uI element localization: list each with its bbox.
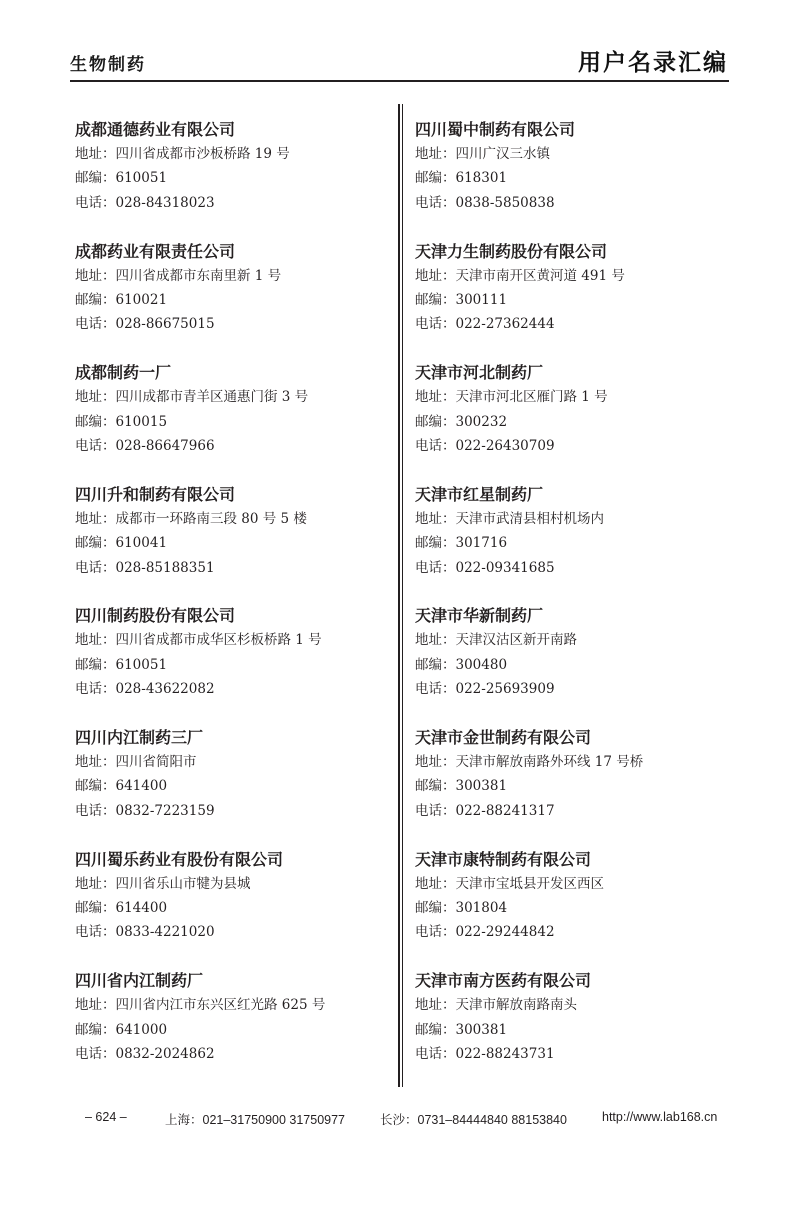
company-entry: [75, 483, 395, 605]
company-name: 成都制药一厂: [75, 363, 172, 383]
company-entry: [415, 483, 735, 605]
company-address: 地址：四川省内江市东兴区红光路 625 号: [75, 997, 326, 1014]
header-rule: [70, 80, 729, 82]
company-entry: [415, 726, 735, 848]
company-phone: 电话：0832-7223159: [75, 802, 215, 819]
company-address: 地址：天津汉沽区新开南路: [415, 632, 577, 649]
company-entry: [75, 969, 395, 1091]
company-phone: 电话：022-88243731: [415, 1045, 555, 1062]
company-address: 地址：天津市解放南路外环线 17 号桥: [415, 753, 644, 770]
company-name: 天津市红星制药厂: [415, 484, 544, 504]
company-postcode: 邮编：618301: [415, 170, 508, 187]
company-address: 地址：四川省乐山市犍为县城: [75, 875, 251, 892]
company-name: 成都药业有限责任公司: [75, 241, 236, 261]
company-postcode: 邮编：300381: [415, 778, 508, 795]
company-entry: [415, 848, 735, 970]
company-address: 地址：四川广汉三水镇: [415, 146, 550, 162]
company-address: 地址：天津市河北区雁门路 1 号: [415, 389, 608, 406]
company-address: 地址：四川成都市青羊区通惠门街 3 号: [75, 389, 309, 406]
company-entry: [415, 118, 735, 240]
company-address: 地址：天津市南开区黄河道 491 号: [415, 267, 625, 284]
company-address: 地址：天津市解放南路南头: [415, 997, 577, 1014]
company-postcode: 邮编：301716: [415, 535, 508, 552]
company-name: 天津市华新制药厂: [415, 606, 544, 626]
company-name: 四川蜀中制药有限公司: [415, 120, 576, 139]
company-name: 天津市南方医药有限公司: [415, 971, 592, 991]
company-phone: 电话：022-27362444: [415, 316, 555, 333]
company-entry: [75, 240, 395, 362]
company-phone: 电话：022-29244842: [415, 924, 555, 941]
company-postcode: 邮编：610051: [75, 170, 168, 187]
company-address: 地址：四川省成都市沙板桥路 19 号: [75, 146, 290, 162]
company-phone: 电话：0833-4221020: [75, 924, 215, 941]
company-phone: 电话：028-84318023: [75, 194, 215, 211]
company-postcode: 邮编：300111: [415, 291, 508, 308]
company-phone: 电话：028-43622082: [75, 681, 215, 698]
company-entry: [415, 604, 735, 726]
company-phone: 电话：022-88241317: [415, 802, 555, 819]
company-phone: 电话：028-85188351: [75, 559, 215, 576]
company-postcode: 邮编：610015: [75, 413, 168, 430]
company-postcode: 邮编：300480: [415, 656, 508, 673]
company-entry: [75, 726, 395, 848]
company-phone: 电话：022-26430709: [415, 437, 555, 454]
section-title: 生物制药: [70, 55, 146, 75]
divider-rule: [398, 104, 400, 1087]
changsha-contact: 长沙：0731–84444840 88153840: [380, 1113, 567, 1127]
company-name: 四川升和制药有限公司: [75, 484, 236, 504]
company-entry: [75, 604, 395, 726]
company-postcode: 邮编：300232: [415, 413, 508, 430]
company-phone: 电话：022-25693909: [415, 681, 555, 698]
company-entry: [75, 361, 395, 483]
company-postcode: 邮编：614400: [75, 899, 168, 916]
left-column: [75, 118, 395, 1091]
company-phone: 电话：028-86647966: [75, 437, 215, 454]
company-name: 天津力生制药股份有限公司: [415, 241, 608, 261]
company-postcode: 邮编：610021: [75, 291, 168, 308]
company-name: 成都通德药业有限公司: [75, 120, 236, 139]
company-postcode: 邮编：641400: [75, 778, 168, 795]
divider-rule: [402, 104, 404, 1087]
company-phone: 电话：022-09341685: [415, 559, 555, 576]
page-number: – 624 –: [85, 1110, 127, 1124]
company-address: 地址：四川省简阳市: [75, 753, 197, 770]
company-postcode: 邮编：610041: [75, 535, 168, 552]
company-name: 四川制药股份有限公司: [75, 606, 236, 626]
company-postcode: 邮编：300381: [415, 1021, 508, 1038]
company-name: 四川内江制药三厂: [75, 727, 204, 747]
company-name: 四川蜀乐药业有股份有限公司: [75, 849, 284, 869]
company-entry: [415, 969, 735, 1091]
company-postcode: 邮编：301804: [415, 899, 508, 916]
company-entry: [415, 240, 735, 362]
shanghai-contact: 上海：021–31750900 31750977: [165, 1113, 346, 1127]
company-address: 地址：四川省成都市东南里新 1 号: [75, 267, 282, 284]
company-postcode: 邮编：641000: [75, 1021, 168, 1038]
company-phone: 电话：0832-2024862: [75, 1045, 215, 1062]
company-phone: 电话：0838-5850838: [415, 194, 555, 211]
company-name: 天津市河北制药厂: [415, 363, 544, 383]
company-name: 天津市金世制药有限公司: [415, 727, 592, 747]
book-title: 用户名录汇编: [578, 50, 728, 76]
company-phone: 电话：028-86675015: [75, 316, 215, 333]
company-entry: [75, 118, 395, 240]
company-postcode: 邮编：610051: [75, 656, 168, 673]
website-link[interactable]: http://www.lab168.cn: [602, 1110, 718, 1124]
company-address: 地址：天津市宝坻县开发区西区: [415, 875, 604, 892]
company-address: 地址：成都市一环路南三段 80 号 5 楼: [75, 510, 307, 527]
company-entry: [75, 848, 395, 970]
company-address: 地址：天津市武清县相村机场内: [415, 510, 604, 527]
company-name: 天津市康特制药有限公司: [415, 849, 592, 869]
column-divider: [398, 104, 403, 1087]
company-entry: [415, 361, 735, 483]
right-column: [415, 118, 735, 1091]
company-address: 地址：四川省成都市成华区杉板桥路 1 号: [75, 632, 322, 649]
company-name: 四川省内江制药厂: [75, 971, 204, 991]
